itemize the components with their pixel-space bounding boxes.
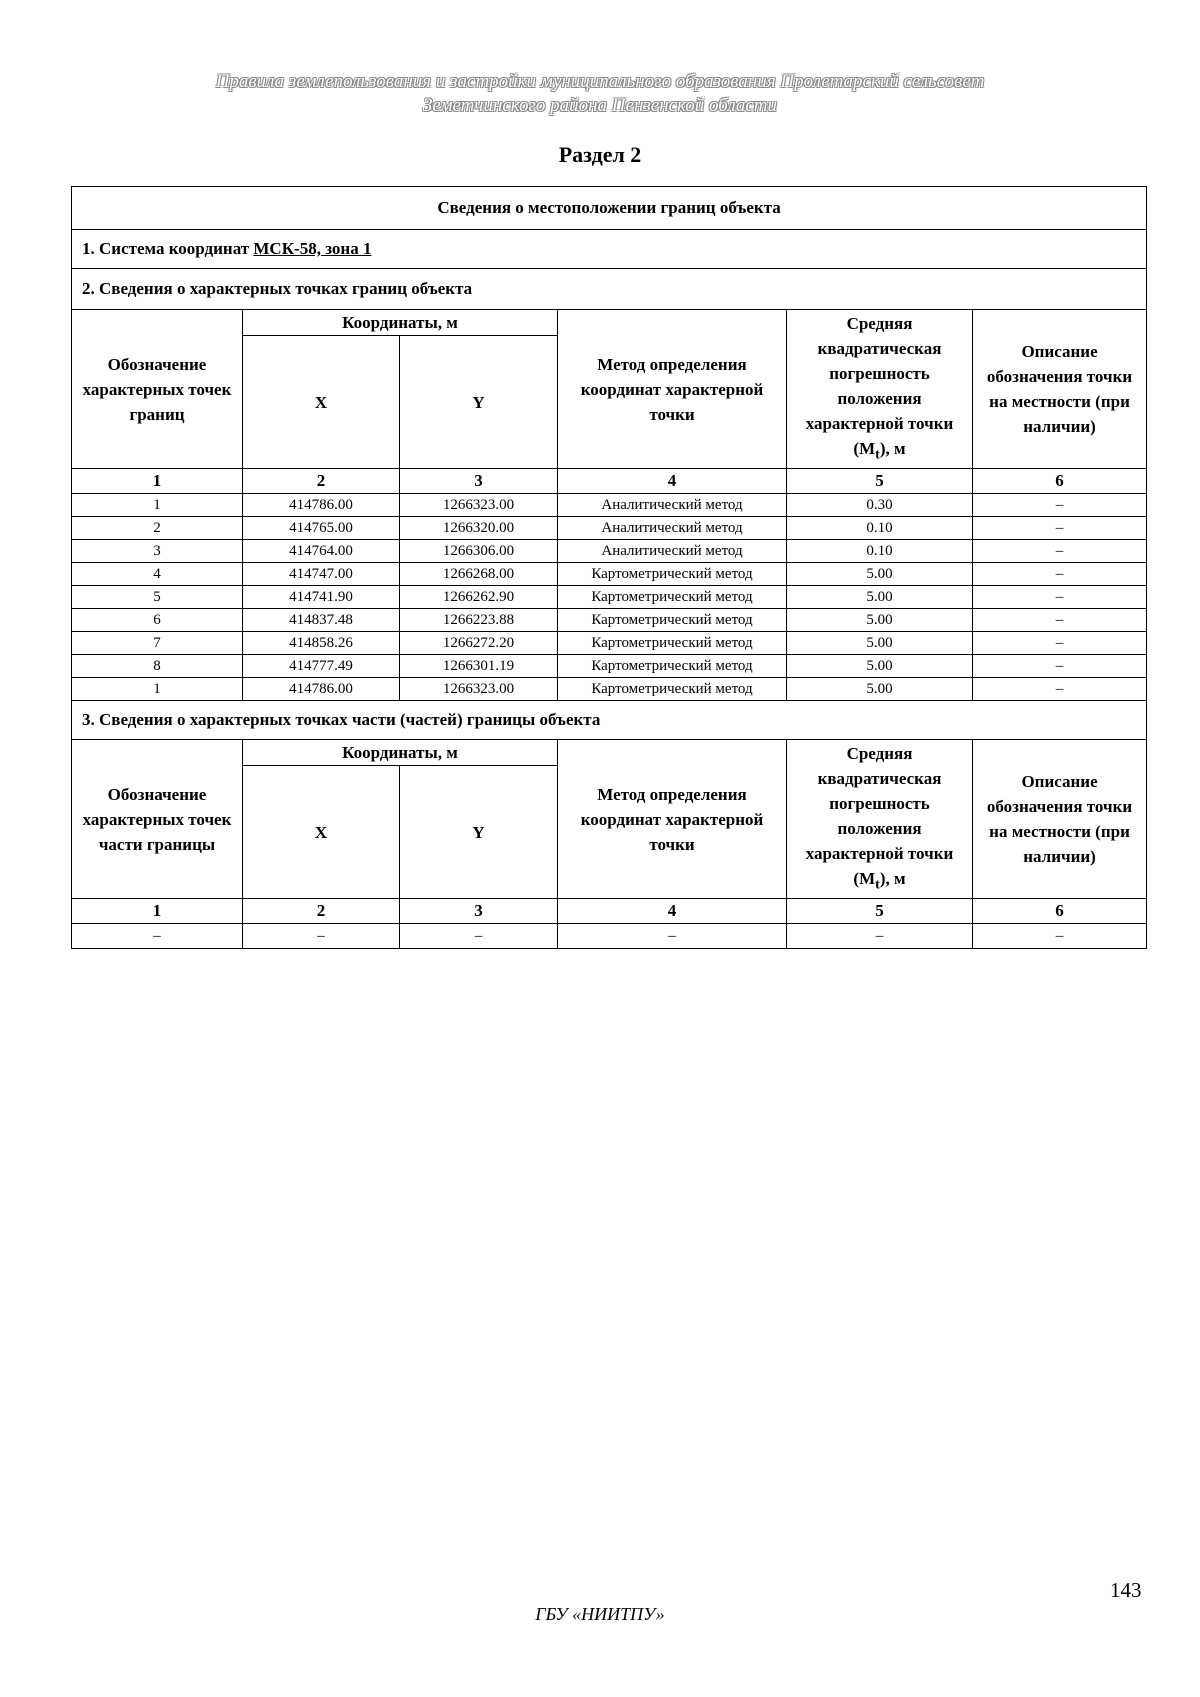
- header-error-part-suffix: ), м: [879, 868, 906, 888]
- header-y: Y: [400, 336, 558, 469]
- x-cell: 414786.00: [243, 678, 400, 701]
- point-cell: 5: [72, 586, 243, 609]
- empty-cell: –: [973, 924, 1147, 949]
- empty-cell: –: [787, 924, 973, 949]
- column-number: 2: [243, 899, 400, 924]
- method-cell: Аналитический метод: [558, 494, 787, 517]
- page-number: 143: [1110, 1578, 1142, 1602]
- x-cell: 414837.48: [243, 609, 400, 632]
- header-line-2: Земетчинского района Пензенской области: [422, 95, 778, 116]
- method-cell: Картометрический метод: [558, 632, 787, 655]
- table-row: [72, 678, 1147, 701]
- column-number: 3: [400, 899, 558, 924]
- description-cell: –: [973, 655, 1147, 678]
- error-cell: 0.30: [787, 494, 973, 517]
- error-cell: 5.00: [787, 678, 973, 701]
- table-row: [72, 655, 1147, 678]
- header-coordinates-part: Координаты, м: [243, 740, 558, 766]
- header-error-part-text: Средняя квадратическая погрешность положения характерной точки (M: [805, 743, 954, 888]
- description-cell: –: [973, 517, 1147, 540]
- table-title: Сведения о местоположении границ объекта: [72, 187, 1147, 230]
- description-cell: –: [973, 678, 1147, 701]
- method-cell: Картометрический метод: [558, 678, 787, 701]
- description-cell: –: [973, 632, 1147, 655]
- method-cell: Аналитический метод: [558, 517, 787, 540]
- coord-system-value: МСК-58, зона 1: [253, 239, 372, 258]
- table-row: [72, 563, 1147, 586]
- description-cell: –: [973, 609, 1147, 632]
- part2-title: 2. Сведения о характерных точках границ объекта: [72, 269, 1147, 310]
- empty-cell: –: [558, 924, 787, 949]
- header-y-part: Y: [400, 766, 558, 899]
- column-number: 6: [973, 469, 1147, 494]
- running-header: [0, 70, 1200, 118]
- footer: ГБУ «НИИТПУ»: [535, 1604, 665, 1624]
- x-cell: 414858.26: [243, 632, 400, 655]
- header-method: Метод определения координат характерной точки: [558, 310, 787, 469]
- y-cell: 1266272.20: [400, 632, 558, 655]
- column-number: 2: [243, 469, 400, 494]
- column-number: 3: [400, 469, 558, 494]
- y-cell: 1266301.19: [400, 655, 558, 678]
- header-method-part: Метод определения координат характерной точки: [558, 740, 787, 899]
- header-coordinates: Координаты, м: [243, 310, 558, 336]
- header-description-part: Описание обозначения точки на местности (при наличии): [973, 740, 1147, 899]
- point-cell: 8: [72, 655, 243, 678]
- description-cell: –: [973, 586, 1147, 609]
- error-cell: 5.00: [787, 655, 973, 678]
- column-number: 5: [787, 899, 973, 924]
- x-cell: 414777.49: [243, 655, 400, 678]
- header-description: Описание обозначения точки на местности (при наличии): [973, 310, 1147, 469]
- table-row: [72, 632, 1147, 655]
- table-row: [72, 586, 1147, 609]
- y-cell: 1266262.90: [400, 586, 558, 609]
- header-designation: Обозначение характерных точек границ: [72, 310, 243, 469]
- point-cell: 1: [72, 678, 243, 701]
- x-cell: 414747.00: [243, 563, 400, 586]
- header-x: X: [243, 336, 400, 469]
- header-designation-part: Обозначение характерных точек части границы: [72, 740, 243, 899]
- x-cell: 414786.00: [243, 494, 400, 517]
- column-number: 1: [72, 469, 243, 494]
- method-cell: Картометрический метод: [558, 655, 787, 678]
- empty-cell: –: [400, 924, 558, 949]
- header-line-1: Правила землепользования и застройки муниципального образования Пролетарский сельсовет: [215, 71, 985, 92]
- header-error-part: [787, 740, 973, 899]
- table-row: [72, 540, 1147, 563]
- error-cell: 5.00: [787, 609, 973, 632]
- empty-cell: –: [243, 924, 400, 949]
- column-number: 4: [558, 899, 787, 924]
- table-row: [72, 517, 1147, 540]
- header-error-sub: t: [875, 446, 880, 463]
- method-cell: Картометрический метод: [558, 563, 787, 586]
- header-error-part-sub: t: [875, 876, 880, 893]
- x-cell: 414765.00: [243, 517, 400, 540]
- y-cell: 1266306.00: [400, 540, 558, 563]
- x-cell: 414741.90: [243, 586, 400, 609]
- header-x-part: X: [243, 766, 400, 899]
- y-cell: 1266268.00: [400, 563, 558, 586]
- error-cell: 0.10: [787, 517, 973, 540]
- error-cell: 5.00: [787, 563, 973, 586]
- y-cell: 1266223.88: [400, 609, 558, 632]
- y-cell: 1266323.00: [400, 494, 558, 517]
- column-number: 6: [973, 899, 1147, 924]
- header-error-suffix: ), м: [879, 438, 906, 458]
- empty-cell: –: [72, 924, 243, 949]
- table-row: [72, 494, 1147, 517]
- boundary-table: [71, 186, 1147, 949]
- y-cell: 1266320.00: [400, 517, 558, 540]
- column-number: 4: [558, 469, 787, 494]
- coord-system-label: 1. Система координат: [82, 239, 250, 258]
- point-cell: 7: [72, 632, 243, 655]
- error-cell: 5.00: [787, 632, 973, 655]
- error-cell: 5.00: [787, 586, 973, 609]
- description-cell: –: [973, 540, 1147, 563]
- header-error-text: Средняя квадратическая погрешность положения характерной точки (M: [805, 313, 954, 458]
- part3-title: 3. Сведения о характерных точках части (частей) границы объекта: [72, 701, 1147, 740]
- point-cell: 1: [72, 494, 243, 517]
- point-cell: 6: [72, 609, 243, 632]
- method-cell: Картометрический метод: [558, 609, 787, 632]
- point-cell: 3: [72, 540, 243, 563]
- point-cell: 2: [72, 517, 243, 540]
- description-cell: –: [973, 494, 1147, 517]
- point-cell: 4: [72, 563, 243, 586]
- section-title: Раздел 2: [558, 142, 642, 167]
- header-error: [787, 310, 973, 469]
- table-row: [72, 609, 1147, 632]
- column-number: 1: [72, 899, 243, 924]
- method-cell: Аналитический метод: [558, 540, 787, 563]
- x-cell: 414764.00: [243, 540, 400, 563]
- table-row-empty: [72, 924, 1147, 949]
- description-cell: –: [973, 563, 1147, 586]
- column-number: 5: [787, 469, 973, 494]
- error-cell: 0.10: [787, 540, 973, 563]
- method-cell: Картометрический метод: [558, 586, 787, 609]
- coord-system-row: [72, 230, 1147, 269]
- y-cell: 1266323.00: [400, 678, 558, 701]
